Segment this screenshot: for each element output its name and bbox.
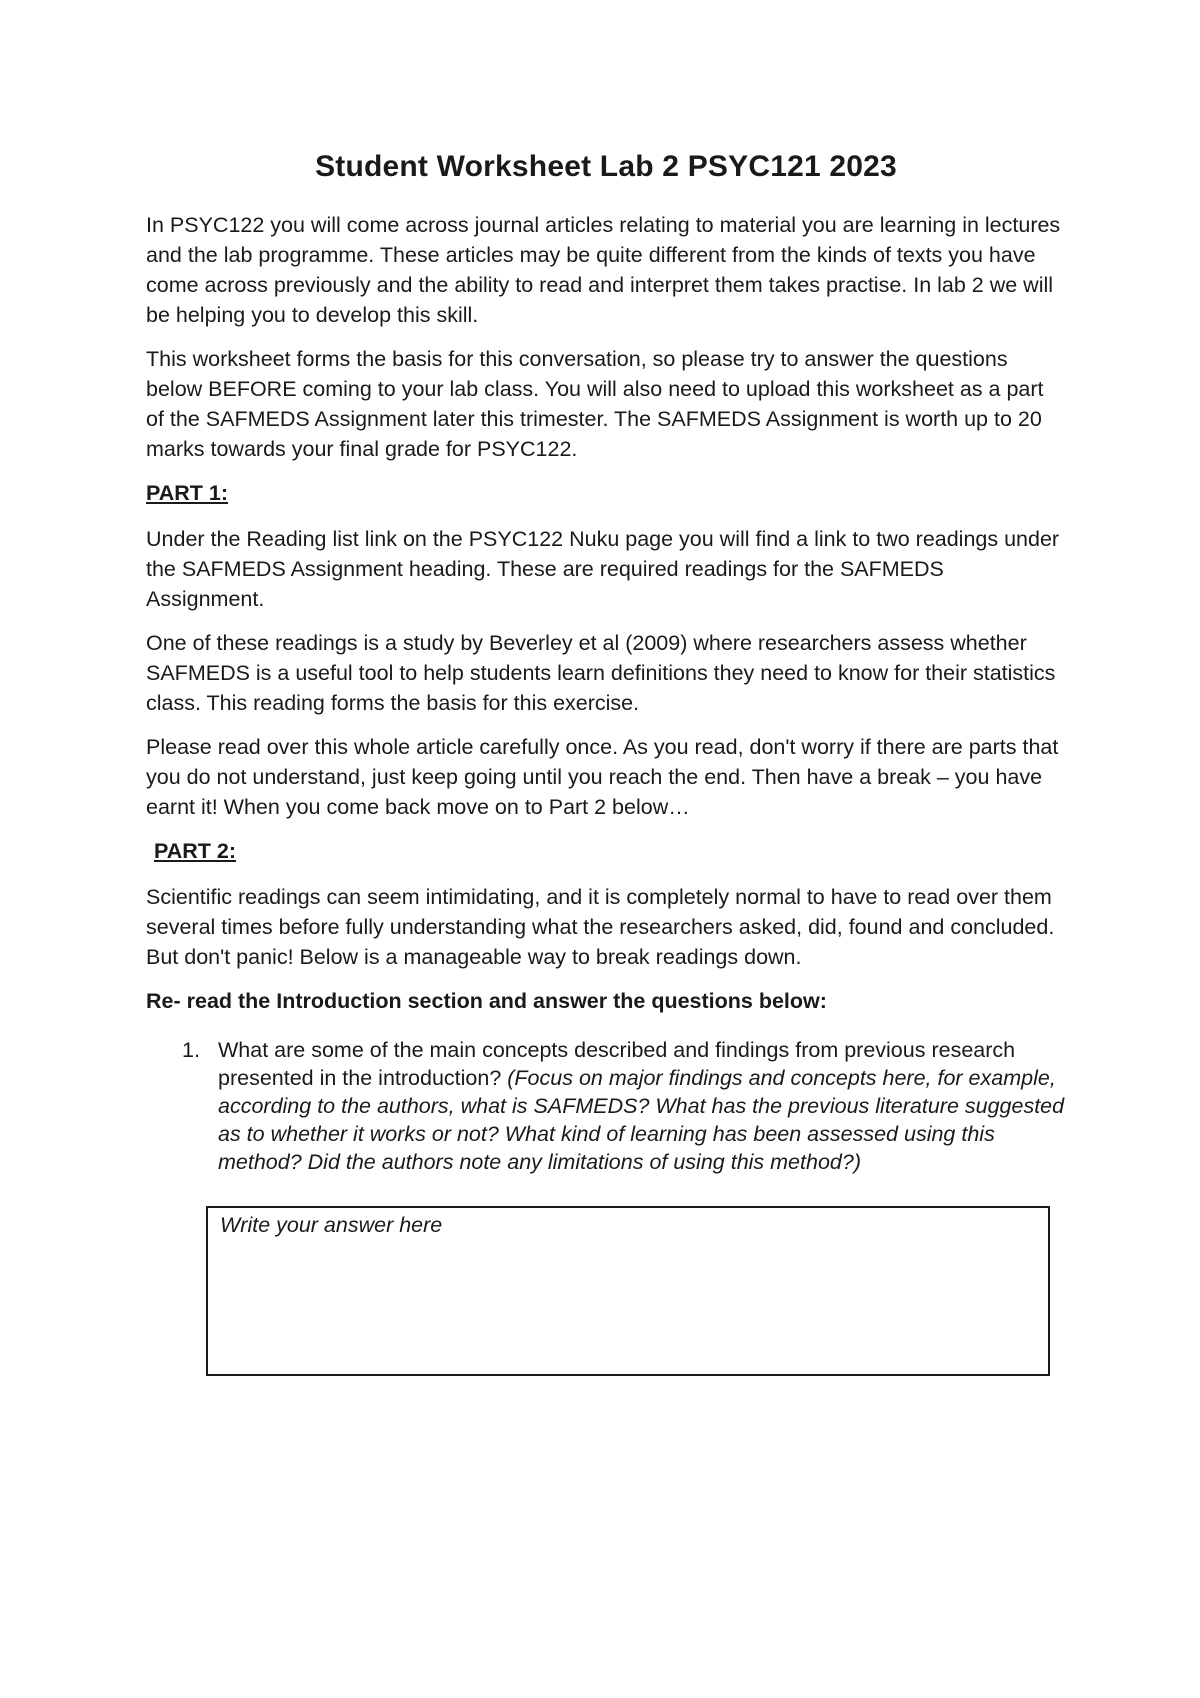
part1-heading: PART 1: xyxy=(146,481,229,505)
question-body xyxy=(218,1036,1066,1176)
page-title: Student Worksheet Lab 2 PSYC121 2023 xyxy=(315,150,897,183)
question-number: 1. xyxy=(182,1038,200,1062)
question-hint: (Focus on major findings and concepts here, for example, according to the authors, what is SAFMEDS? What has the previous literature suggested as to whether it works or not? What kind of learning has been assessed using this method? Did the authors note any limitations of using this method?) xyxy=(218,1066,1065,1174)
worksheet-page xyxy=(146,150,1066,1376)
question-item xyxy=(146,1036,1066,1176)
part1-paragraph: One of these readings is a study by Beverley et al (2009) where researchers assess whether SAFMEDS is a useful tool to help students learn definitions they need to know for their statistics class. This reading forms the basis for this exercise. xyxy=(146,631,1056,715)
part2-paragraph: Scientific readings can seem intimidating, and it is completely normal to have to read over them several times before fully understanding what the researchers asked, did, found and concluded. But don't panic! Below is a manageable way to break readings down. xyxy=(146,885,1055,969)
part1-paragraph: Please read over this whole article carefully once. As you read, don't worry if there are parts that you do not understand, just keep going until you reach the end. Then have a break – you have earnt it! When you come back move on to Part 2 below… xyxy=(146,735,1059,819)
part2-instruction: Re- read the Introduction section and answer the questions below: xyxy=(146,989,827,1013)
intro-paragraph: In PSYC122 you will come across journal articles relating to material you are learning in lectures and the lab programme. These articles may be quite different from the kinds of texts you have come across previously and the ability to read and interpret them takes practise. In lab 2 we will be helping you to develop this skill. xyxy=(146,213,1061,327)
answer-placeholder: Write your answer here xyxy=(220,1213,443,1237)
intro-paragraph: This worksheet forms the basis for this conversation, so please try to answer the questions below BEFORE coming to your lab class. You will also need to upload this worksheet as a part of the SAFMEDS Assignment later this trimester. The SAFMEDS Assignment is worth up to 20 marks towards your final grade for PSYC122. xyxy=(146,347,1044,461)
part2-heading: PART 2: xyxy=(154,839,237,863)
answer-box[interactable] xyxy=(206,1206,1050,1376)
part1-paragraph: Under the Reading list link on the PSYC122 Nuku page you will find a link to two readings under the SAFMEDS Assignment heading. These are required readings for the SAFMEDS Assignment. xyxy=(146,527,1060,611)
question-text: What are some of the main concepts described and findings from previous research presented in the introduction? xyxy=(218,1038,1016,1090)
